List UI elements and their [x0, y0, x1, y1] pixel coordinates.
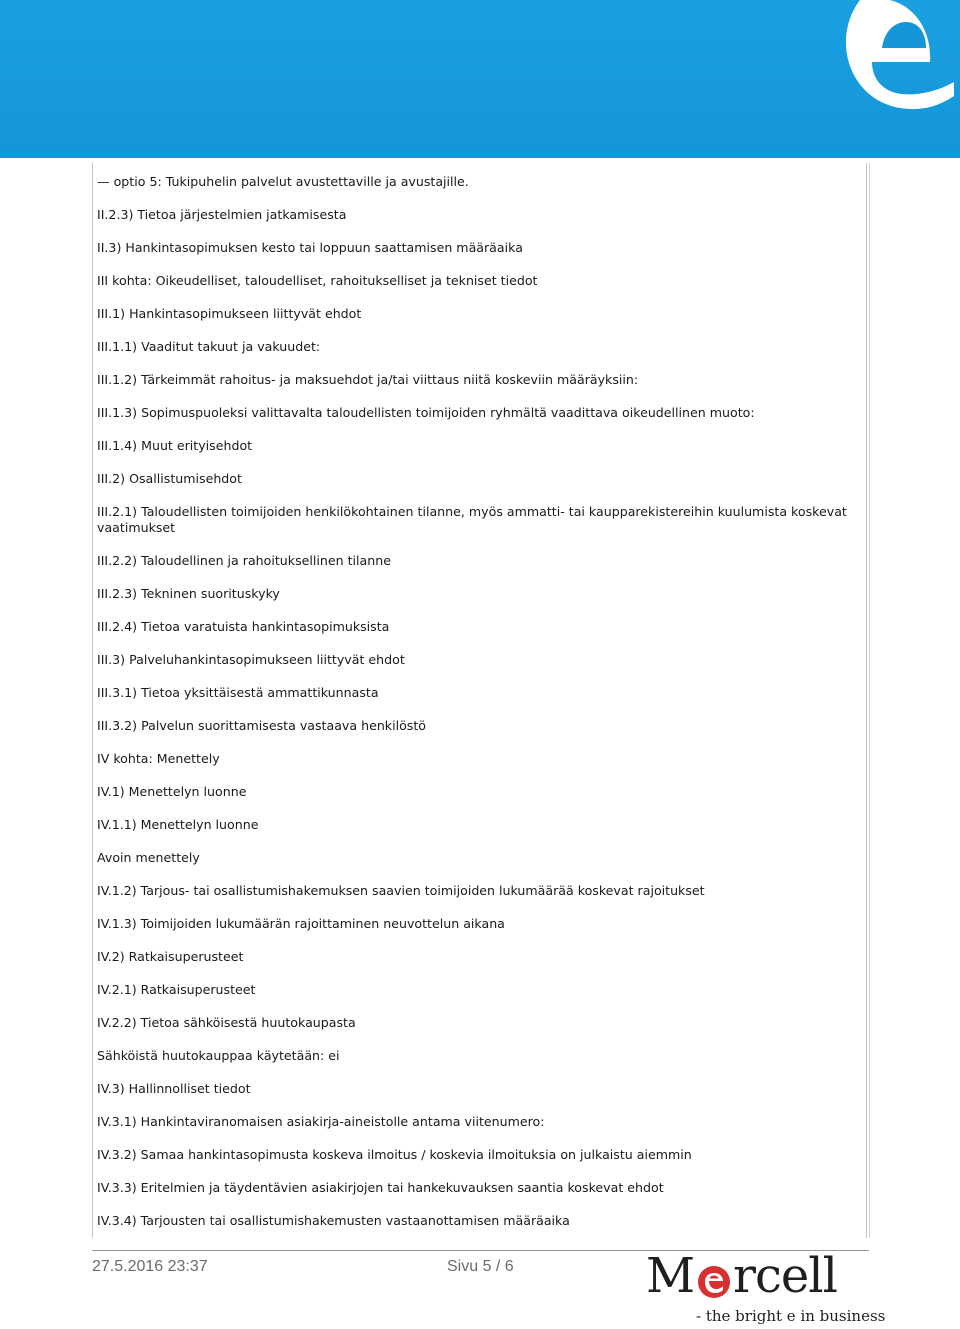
frame-right-rule-outer	[869, 163, 870, 1238]
section-heading: II.2.3) Tietoa järjestelmien jatkamisesta	[97, 207, 347, 222]
section-heading: IV.2.1) Ratkaisuperusteet	[97, 982, 256, 997]
section-heading: IV.1.2) Tarjous- tai osallistumishakemuksen saavien toimijoiden lukumäärää koskevat rajoitukset	[97, 883, 705, 898]
section-heading: IV.2.2) Tietoa sähköisestä huutokaupasta	[97, 1015, 356, 1030]
section-heading: III.1) Hankintasopimukseen liittyvät ehdot	[97, 306, 362, 321]
section-heading: IV.1) Menettelyn luonne	[97, 784, 247, 799]
section-heading: III.2.3) Tekninen suorituskyky	[97, 586, 280, 601]
section-heading: III kohta: Oikeudelliset, taloudelliset, rahoitukselliset ja tekniset tiedot	[97, 273, 538, 288]
section-heading: III.2.1) Taloudellisten toimijoiden henkilökohtainen tilanne, myös ammatti- tai kaupparekistereihin kuulumista koskevat vaatimukset	[97, 504, 847, 535]
section-heading: IV.3.2) Samaa hankintasopimusta koskeva ilmoitus / koskevia ilmoituksia on julkaistu aiemmin	[97, 1147, 692, 1162]
section-heading: IV.3) Hallinnolliset tiedot	[97, 1081, 251, 1096]
document-body	[97, 174, 857, 1246]
section-heading: III.3.1) Tietoa yksittäisestä ammattikunnasta	[97, 685, 379, 700]
section-heading: III.1.1) Vaaditut takuut ja vakuudet:	[97, 339, 321, 354]
marcell-e-icon	[820, 0, 960, 158]
section-heading: IV.3.3) Eritelmien ja täydentävien asiakirjojen tai hankekuvauksen saantia koskevat ehdot	[97, 1180, 664, 1195]
section-heading: IV.2) Ratkaisuperusteet	[97, 949, 244, 964]
section-heading: IV.3.4) Tarjousten tai osallistumishakemusten vastaanottamisen määräaika	[97, 1213, 570, 1228]
text-line: — optio 5: Tukipuhelin palvelut avustettaville ja avustajille.	[97, 174, 469, 189]
logo-text-end: rcell	[733, 1248, 837, 1304]
section-heading: IV.1.1) Menettelyn luonne	[97, 817, 259, 832]
section-heading: III.1.2) Tärkeimmät rahoitus- ja maksuehdot ja/tai viittaus niitä koskeviin määräyksiin:	[97, 372, 639, 387]
section-heading: III.1.4) Muut erityisehdot	[97, 438, 253, 453]
section-heading: II.3) Hankintasopimuksen kesto tai loppuun saattamisen määräaika	[97, 240, 523, 255]
section-heading: III.1.3) Sopimuspuoleksi valittavalta taloudellisten toimijoiden ryhmältä vaadittava oikeudellinen muoto:	[97, 405, 755, 420]
frame-left-rule	[92, 163, 93, 1238]
section-heading: III.2.2) Taloudellinen ja rahoituksellinen tilanne	[97, 553, 391, 568]
footer-datetime: 27.5.2016 23:37	[92, 1258, 208, 1275]
logo-text-start: M	[646, 1248, 695, 1304]
section-heading: III.2) Osallistumisehdot	[97, 471, 242, 486]
section-heading: III.2.4) Tietoa varatuista hankintasopimuksista	[97, 619, 390, 634]
text-line: Sähköistä huutokauppaa käytetään: ei	[97, 1048, 340, 1063]
footer-page-number: Sivu 5 / 6	[447, 1258, 514, 1275]
section-heading: IV.3.1) Hankintaviranomaisen asiakirja-aineistolle antama viitenumero:	[97, 1114, 545, 1129]
marcell-e-logo-icon	[697, 1265, 731, 1299]
logo-tagline: - the bright e in business	[696, 1307, 886, 1325]
section-heading: IV kohta: Menettely	[97, 751, 220, 766]
section-heading: IV.1.3) Toimijoiden lukumäärän rajoittaminen neuvottelun aikana	[97, 916, 505, 931]
section-heading: III.3) Palveluhankintasopimukseen liittyvät ehdot	[97, 652, 405, 667]
top-banner	[0, 0, 960, 158]
text-line: Avoin menettely	[97, 850, 200, 865]
section-heading: III.3.2) Palvelun suorittamisesta vastaava henkilöstö	[97, 718, 427, 733]
frame-right-rule	[866, 163, 867, 1238]
